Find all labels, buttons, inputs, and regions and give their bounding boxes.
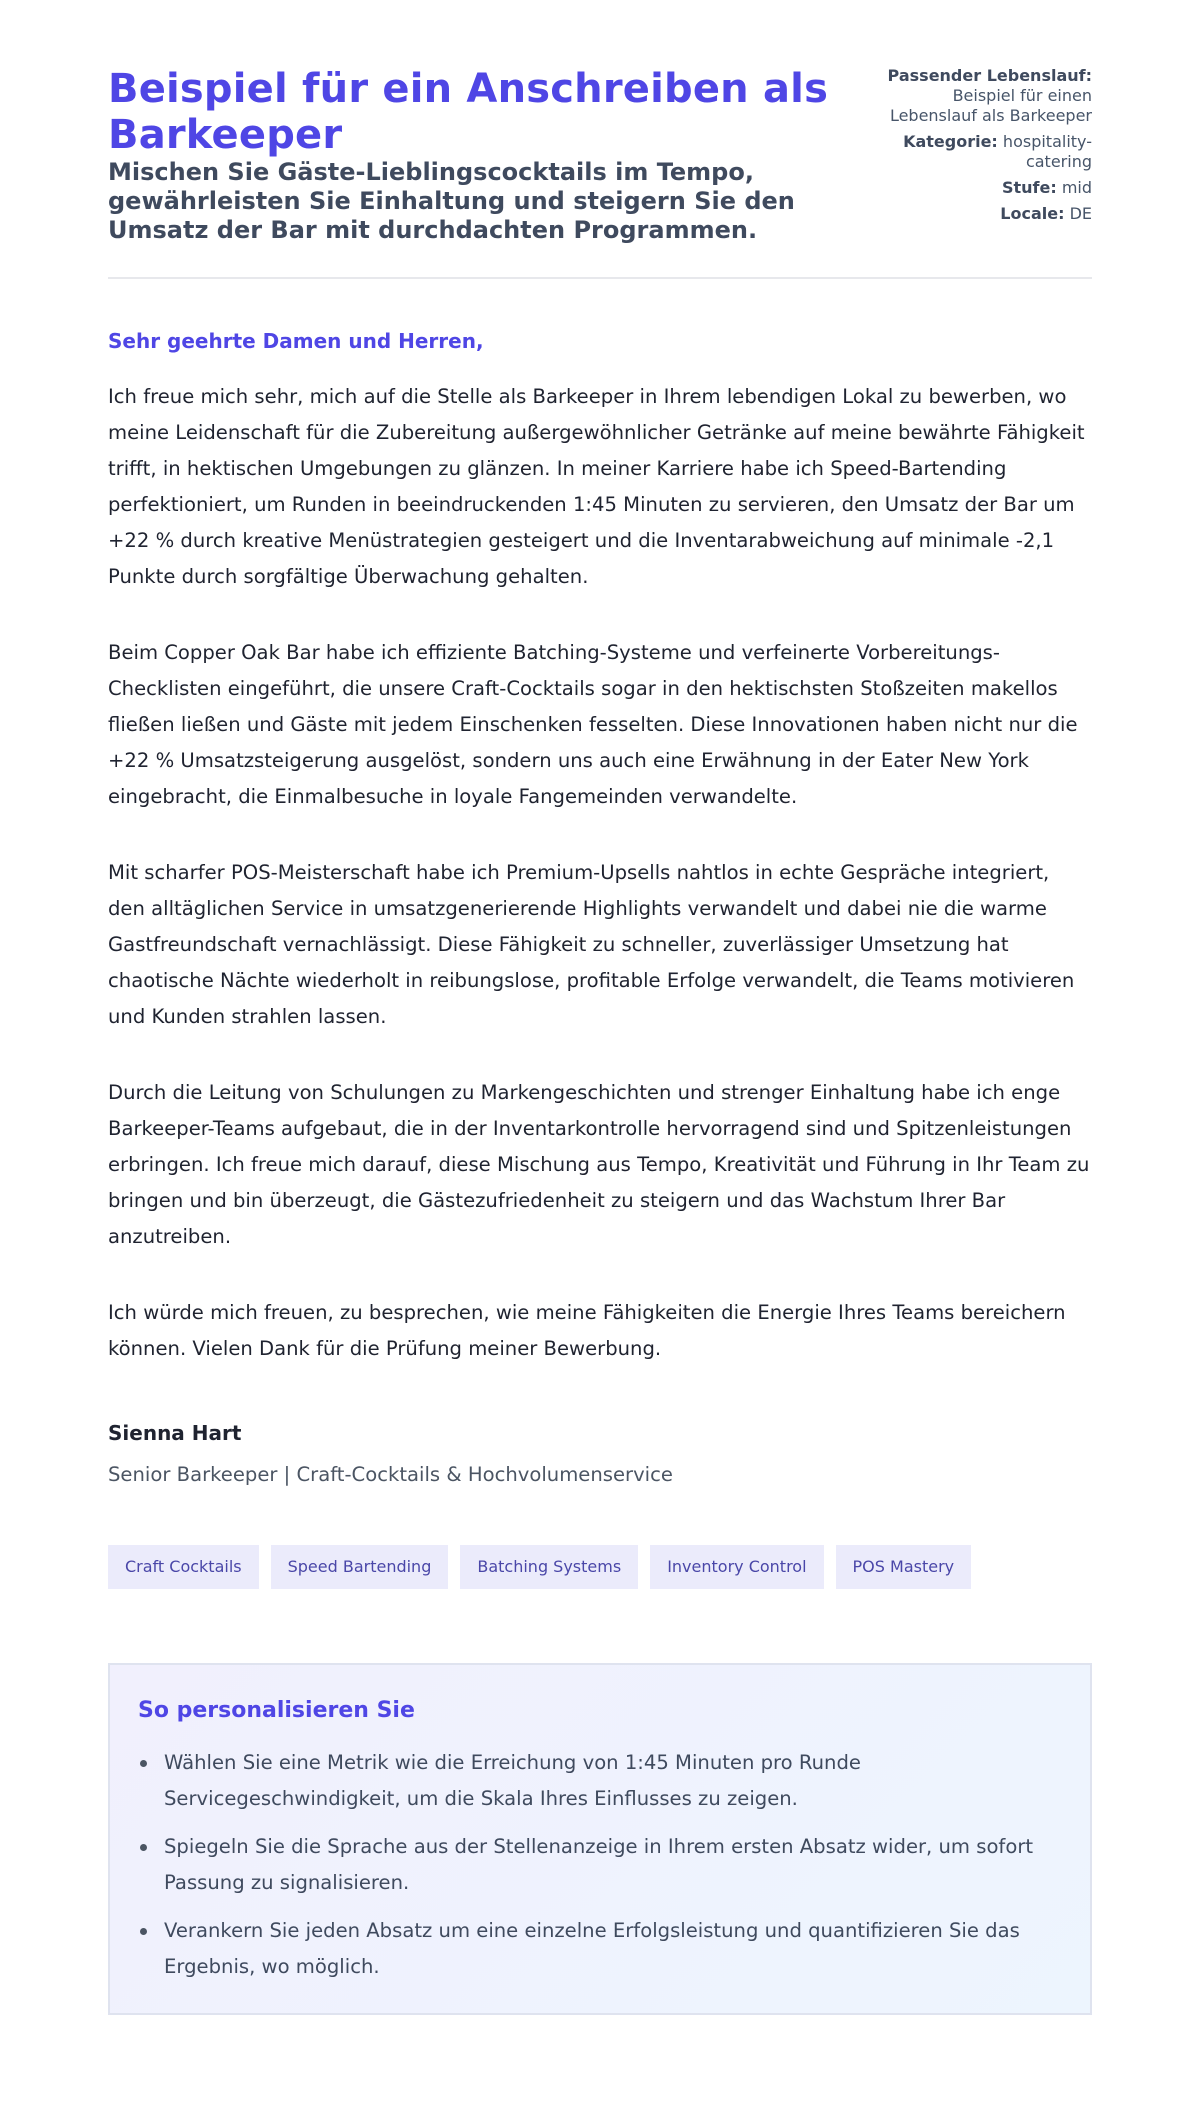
letter-paragraph: Ich freue mich sehr, mich auf die Stelle als Barkeeper in Ihrem lebendigen Lokal zu bewerben, wo meine Leidenschaft für die Zubereitung außergewöhnlicher Getränke auf meine bewährte Fähigkeit trifft, in hektischen Umgebungen zu glänzen. In meiner Karriere habe ich Speed-Bartending perfektioniert, um Runden in beeindruckenden 1:45 Minuten zu servieren, den Umsatz der Bar um +22 % durch kreative Menüstrategien gesteigert und die Inventarabweichung auf minimale -2,1 Punkte durch sorgfältige Überwachung gehalten. xyxy=(108,385,1085,588)
letter-body xyxy=(108,327,1092,1367)
page-header xyxy=(108,66,1092,279)
signature-title: Senior Barkeeper | Craft-Cocktails & Hochvolumenservice xyxy=(108,1463,673,1486)
meta-level-label: Stufe: xyxy=(1001,178,1057,197)
meta-locale xyxy=(877,204,1092,224)
meta-resume-value: Beispiel für einen Lebenslauf als Barkeeper xyxy=(889,86,1092,125)
signature-block xyxy=(108,1419,1092,1489)
tips-list xyxy=(138,1745,1062,1985)
personalization-tips xyxy=(108,1663,1092,2015)
tips-item xyxy=(138,1829,1062,1901)
meta-category xyxy=(877,132,1092,172)
letter-paragraph: Ich würde mich freuen, zu besprechen, wie meine Fähigkeiten die Energie Ihres Teams bereichern können. Vielen Dank für die Prüfung meiner Bewerbung. xyxy=(108,1301,1066,1360)
cover-letter-page xyxy=(108,0,1092,2083)
meta-resume-label: Passender Lebenslauf: xyxy=(887,66,1092,85)
tips-item-text: Verankern Sie jeden Absatz um eine einzelne Erfolgsleistung und quantifizieren Sie das Ergebnis, wo möglich. xyxy=(164,1919,1020,1978)
meta-resume xyxy=(877,66,1092,126)
meta-panel xyxy=(877,66,1092,230)
meta-level xyxy=(877,178,1092,198)
skill-tag: POS Mastery xyxy=(836,1545,972,1589)
bullet-icon xyxy=(140,1844,147,1851)
bullet-icon xyxy=(140,1928,147,1935)
salutation: Sehr geehrte Damen und Herren, xyxy=(108,329,484,353)
skill-tag: Speed Bartending xyxy=(271,1545,449,1589)
letter-paragraph: Mit scharfer POS-Meisterschaft habe ich Premium-Upsells nahtlos in echte Gespräche integriert, den alltäglichen Service in umsatzgenerierende Highlights verwandelt und dabei nie die warme Gastfreundschaft vernachlässigt. Diese Fähigkeit zu schneller, zuverlässiger Umsetzung hat chaotische Nächte wiederholt in reibungslose, profitable Erfolge verwandelt, die Teams motivieren und Kunden strahlen lassen. xyxy=(108,861,1075,1028)
tips-item xyxy=(138,1913,1062,1985)
signature-name: Sienna Hart xyxy=(108,1421,242,1445)
meta-level-value: mid xyxy=(1061,178,1092,197)
bullet-icon xyxy=(140,1760,147,1767)
meta-category-label: Kategorie: xyxy=(903,132,998,151)
header-titles xyxy=(108,66,848,245)
tips-title: So personalisieren Sie xyxy=(138,1698,415,1723)
tips-item-text: Wählen Sie eine Metrik wie die Erreichung von 1:45 Minuten pro Runde Servicegeschwindigkeit, um die Skala Ihres Einflusses zu zeigen. xyxy=(164,1751,861,1810)
skill-tag: Batching Systems xyxy=(460,1545,638,1589)
meta-locale-value: DE xyxy=(1069,204,1092,223)
skill-tag: Inventory Control xyxy=(650,1545,823,1589)
meta-category-value: hospitality-catering xyxy=(1002,132,1092,171)
meta-locale-label: Locale: xyxy=(1000,204,1065,223)
letter-paragraph: Beim Copper Oak Bar habe ich effiziente Batching-Systeme und verfeinerte Vorbereitungs-Checklisten eingeführt, die unsere Craft-Cocktails sogar in den hektischsten Stoßzeiten makellos fließen ließen und Gäste mit jedem Einschenken fesselten. Diese Innovationen haben nicht nur die +22 % Umsatzsteigerung ausgelöst, sondern uns auch eine Erwähnung in der Eater New York eingebracht, die Einmalbesuche in loyale Fangemeinden verwandelte. xyxy=(108,641,1078,808)
tips-item xyxy=(138,1745,1062,1817)
tips-item-text: Spiegeln Sie die Sprache aus der Stellenanzeige in Ihrem ersten Absatz wider, um sofort Passung zu signalisieren. xyxy=(164,1835,1034,1894)
skill-tags xyxy=(108,1545,1092,1589)
page-title: Beispiel für ein Anschreiben als Barkeeper xyxy=(108,66,829,158)
letter-paragraph: Durch die Leitung von Schulungen zu Markengeschichten und strenger Einhaltung habe ich enge Barkeeper-Teams aufgebaut, die in der Inventarkontrolle hervorragend sind und Spitzenleistungen erbringen. Ich freue mich darauf, diese Mischung aus Tempo, Kreativität und Führung in Ihr Team zu bringen und bin überzeugt, die Gästezufriedenheit zu steigern und das Wachstum Ihrer Bar anzutreiben. xyxy=(108,1081,1090,1248)
page-subtitle: Mischen Sie Gäste-Lieblingscocktails im Tempo, gewährleisten Sie Einhaltung und steigern Sie den Umsatz der Bar mit durchdachten Programmen. xyxy=(108,158,795,244)
skill-tag: Craft Cocktails xyxy=(108,1545,259,1589)
